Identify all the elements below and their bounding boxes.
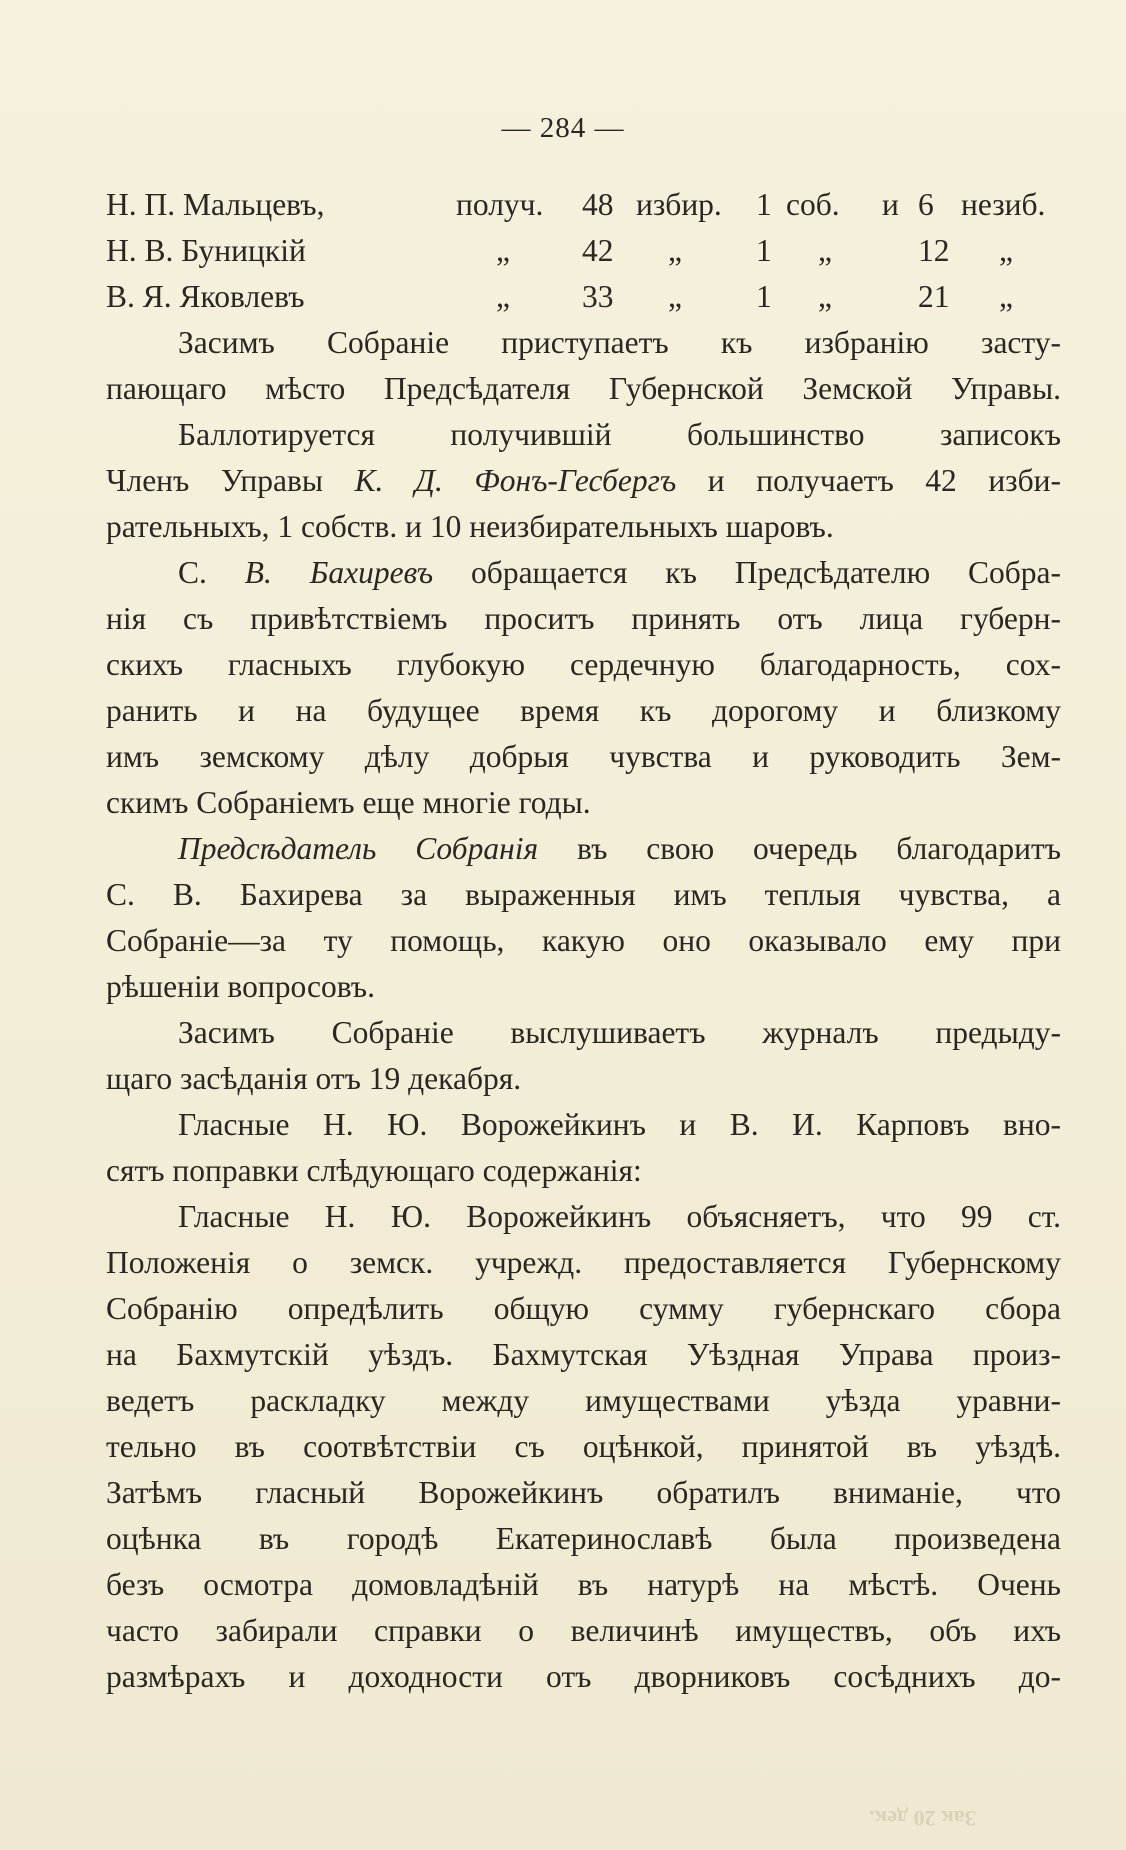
vote-name: Н. П. Мальцевъ,	[106, 187, 325, 222]
text-line: Засимъ Собраніе выслушиваетъ журналъ предыду-	[178, 1015, 1061, 1050]
text-line: Затѣмъ гласный Ворожейкинъ обратилъ вниманіе, что	[106, 1475, 1061, 1510]
text-line: скимъ Собраніемъ еще многіе годы.	[106, 785, 591, 820]
ditto-mark: „	[999, 233, 1013, 268]
text-line: щаго засѣданія отъ 19 декабря.	[106, 1061, 522, 1096]
vote-elective-count: 48	[582, 187, 614, 222]
text-line: Гласные Н. Ю. Ворожейкинъ объясняетъ, что 99 ст.	[178, 1199, 1061, 1234]
text-line: рательныхъ, 1 собств. и 10 неизбирательныхъ шаровъ.	[106, 509, 834, 544]
text-run: обращается къ Предсѣдателю Собра-	[433, 555, 1061, 590]
text-line: Собраніе—за ту помощь, какую оно оказывало ему при	[106, 923, 1061, 958]
vote-label: получ.	[456, 187, 544, 222]
ditto-mark: „	[818, 279, 832, 314]
vote-nonelective-count: 21	[918, 279, 950, 314]
text-line: рѣшеніи вопросовъ.	[106, 969, 375, 1004]
text-line: тельно въ соотвѣтствіи съ оцѣнкой, принятой въ уѣздѣ.	[106, 1429, 1061, 1464]
text-line: имъ земскому дѣлу добрыя чувства и руководить Зем-	[106, 739, 1061, 774]
ditto-mark: „	[668, 279, 682, 314]
vote-own-count: 1	[756, 187, 772, 222]
text-line: скихъ гласныхъ глубокую сердечную благодарность, сох-	[106, 647, 1061, 682]
vote-row-maltsev	[106, 182, 1061, 228]
text-line: размѣрахъ и доходности отъ дворниковъ сосѣднихъ до-	[106, 1659, 1061, 1694]
page-number: — 284 —	[501, 112, 625, 144]
vote-own-word: соб.	[786, 187, 840, 222]
text-run: Членъ Управы	[106, 463, 355, 498]
vote-own-count: 1	[756, 233, 772, 268]
italic-name: В. Бахиревъ	[244, 555, 434, 590]
text-line: безъ осмотра домовладѣній въ натурѣ на мѣстѣ. Очень	[106, 1567, 1061, 1602]
text-line	[106, 826, 1061, 872]
text-line: Гласные Н. Ю. Ворожейкинъ и В. И. Карповъ вно-	[178, 1107, 1061, 1142]
text-line: сятъ поправки слѣдующаго содержанія:	[106, 1153, 642, 1188]
vote-elective-count: 33	[582, 279, 614, 314]
vote-name: В. Я. Яковлевъ	[106, 279, 305, 314]
text-line: Засимъ Собраніе приступаетъ къ избранію засту-	[178, 325, 1061, 360]
ditto-mark: „	[496, 233, 510, 268]
text-line	[106, 550, 1061, 596]
ditto-mark: „	[818, 233, 832, 268]
text-line: С. В. Бахирева за выраженныя имъ теплыя чувства, а	[106, 877, 1061, 912]
ditto-mark: „	[999, 279, 1013, 314]
vote-elective-word: избир.	[636, 187, 722, 222]
text-line: ранить и на будущее время къ дорогому и близкому	[106, 693, 1061, 728]
text-line: часто забирали справки о величинѣ имуществъ, объ ихъ	[106, 1613, 1061, 1648]
vote-name: Н. В. Буницкій	[106, 233, 306, 268]
vote-elective-count: 42	[582, 233, 614, 268]
vote-nonelective-count: 6	[918, 187, 934, 222]
bleed-through-watermark: Зак 20 дек.	[868, 1806, 976, 1831]
text-line: на Бахмутскій уѣздъ. Бахмутская Уѣздная Управа произ-	[106, 1337, 1061, 1372]
text-line: ведетъ раскладку между имуществами уѣзда уравни-	[106, 1383, 1061, 1418]
text-line: Положенія о земск. учрежд. предоставляется Губернскому	[106, 1245, 1061, 1280]
text-line: нія съ привѣтствіемъ проситъ принять отъ лица губерн-	[106, 601, 1061, 636]
vote-and: и	[882, 187, 899, 222]
vote-nonelective-count: 12	[918, 233, 950, 268]
vote-row-bunitsky	[106, 228, 1061, 274]
text-line: Баллотируется получившій большинство записокъ	[178, 417, 1061, 452]
vote-row-yakovlev	[106, 274, 1061, 320]
ditto-mark: „	[496, 279, 510, 314]
text-line	[106, 458, 1061, 504]
text-line: оцѣнка въ городѣ Екатеринославѣ была произведена	[106, 1521, 1061, 1556]
page-body	[106, 182, 1061, 1700]
text-run: въ свою очередь благодаритъ	[538, 831, 1061, 866]
vote-nonelective-word: незиб.	[961, 187, 1046, 222]
text-line: пающаго мѣсто Предсѣдателя Губернской Земской Управы.	[106, 371, 1061, 406]
text-run: и получаетъ 42 изби-	[676, 463, 1061, 498]
text-run: С.	[178, 555, 245, 590]
italic-name: К. Д. Фонъ-Гесбергъ	[354, 463, 677, 498]
ditto-mark: „	[668, 233, 682, 268]
text-line: Собранію опредѣлить общую сумму губернскаго сбора	[106, 1291, 1061, 1326]
italic-name: Предсѣдатель Собранія	[178, 831, 539, 866]
vote-own-count: 1	[756, 279, 772, 314]
